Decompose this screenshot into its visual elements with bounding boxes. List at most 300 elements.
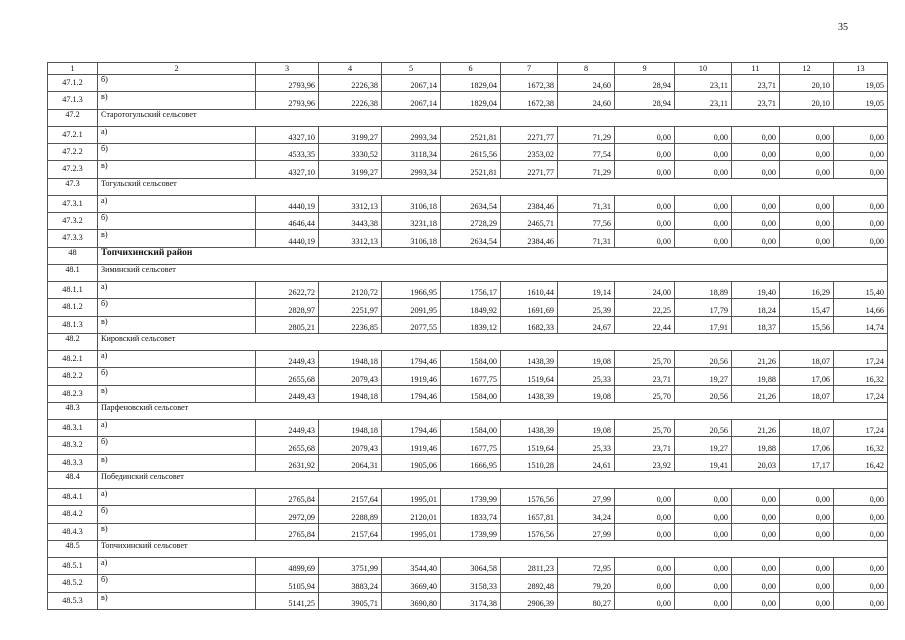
value-cell: 18,37 [732, 316, 780, 333]
value-cell: 23,71 [732, 75, 780, 92]
section-code: 48.2 [48, 333, 98, 350]
row-code: 48.5.1 [48, 558, 98, 575]
row-code: 48.3.1 [48, 420, 98, 437]
value-cell: 2157,64 [319, 523, 382, 540]
value-cell: 1794,46 [382, 385, 441, 402]
value-cell: 0,00 [732, 575, 780, 592]
value-cell: 2631,92 [256, 454, 319, 471]
table-row [48, 230, 888, 247]
value-cell: 2067,14 [382, 92, 441, 109]
table-row [48, 316, 888, 333]
value-cell: 1739,99 [441, 523, 501, 540]
row-code: 48.1.3 [48, 316, 98, 333]
section-code: 48.5 [48, 540, 98, 557]
value-cell: 2521,81 [441, 126, 501, 143]
value-cell: 3883,24 [319, 575, 382, 592]
value-cell: 15,56 [780, 316, 834, 333]
row-label: в) [98, 523, 256, 540]
value-cell: 77,54 [558, 144, 615, 161]
district-code: 48 [48, 247, 98, 264]
column-number: 6 [441, 63, 501, 75]
value-cell: 2449,43 [256, 420, 319, 437]
value-cell: 4327,10 [256, 161, 319, 178]
value-cell: 15,47 [780, 299, 834, 316]
value-cell: 0,00 [780, 558, 834, 575]
row-label: в) [98, 592, 256, 609]
value-cell: 2972,09 [256, 506, 319, 523]
value-cell: 1438,39 [501, 385, 558, 402]
value-cell: 4899,69 [256, 558, 319, 575]
value-cell: 2064,31 [319, 454, 382, 471]
value-cell: 19,88 [732, 368, 780, 385]
value-cell: 5105,94 [256, 575, 319, 592]
value-cell: 1948,18 [319, 420, 382, 437]
district-title: Топчихинский район [98, 247, 888, 264]
value-cell: 23,11 [675, 92, 732, 109]
value-cell: 20,03 [732, 454, 780, 471]
row-label: а) [98, 195, 256, 212]
row-label: б) [98, 75, 256, 92]
value-cell: 19,05 [834, 75, 888, 92]
value-cell: 27,99 [558, 489, 615, 506]
value-cell: 25,70 [615, 385, 675, 402]
value-cell: 2793,96 [256, 92, 319, 109]
value-cell: 17,17 [780, 454, 834, 471]
value-cell: 2271,77 [501, 126, 558, 143]
value-cell: 2892,48 [501, 575, 558, 592]
value-cell: 0,00 [834, 126, 888, 143]
row-label: в) [98, 316, 256, 333]
value-cell: 0,00 [675, 558, 732, 575]
value-cell: 1666,95 [441, 454, 501, 471]
value-cell: 24,67 [558, 316, 615, 333]
value-cell: 2615,56 [441, 144, 501, 161]
row-code: 48.5.2 [48, 575, 98, 592]
value-cell: 0,00 [834, 489, 888, 506]
value-cell: 72,95 [558, 558, 615, 575]
section-row [48, 264, 888, 281]
value-cell: 0,00 [780, 575, 834, 592]
row-code: 47.2.3 [48, 161, 98, 178]
value-cell: 1829,04 [441, 92, 501, 109]
value-cell: 0,00 [780, 230, 834, 247]
row-label: б) [98, 368, 256, 385]
row-code: 48.4.3 [48, 523, 98, 540]
section-title: Топчихинский сельсовет [98, 540, 888, 557]
value-cell: 21,26 [732, 385, 780, 402]
value-cell: 71,29 [558, 161, 615, 178]
value-cell: 2622,72 [256, 282, 319, 299]
value-cell: 20,56 [675, 351, 732, 368]
table-row [48, 506, 888, 523]
section-title: Зиминский сельсовет [98, 264, 888, 281]
value-cell: 1905,06 [382, 454, 441, 471]
value-cell: 79,20 [558, 575, 615, 592]
section-title: Тогульский сельсовет [98, 178, 888, 195]
value-cell: 0,00 [834, 161, 888, 178]
value-cell: 23,71 [615, 437, 675, 454]
column-number-row [48, 63, 888, 75]
value-cell: 14,66 [834, 299, 888, 316]
value-cell: 0,00 [732, 213, 780, 230]
value-cell: 20,56 [675, 420, 732, 437]
value-cell: 0,00 [732, 126, 780, 143]
value-cell: 2828,97 [256, 299, 319, 316]
value-cell: 3330,52 [319, 144, 382, 161]
value-cell: 0,00 [675, 126, 732, 143]
value-cell: 20,10 [780, 75, 834, 92]
table-row [48, 454, 888, 471]
column-number: 3 [256, 63, 319, 75]
value-cell: 0,00 [834, 558, 888, 575]
value-cell: 17,79 [675, 299, 732, 316]
value-cell: 28,94 [615, 92, 675, 109]
row-label: б) [98, 437, 256, 454]
value-cell: 1610,44 [501, 282, 558, 299]
row-label: а) [98, 489, 256, 506]
value-cell: 2634,54 [441, 195, 501, 212]
value-cell: 0,00 [780, 195, 834, 212]
value-cell: 19,05 [834, 92, 888, 109]
table-row [48, 575, 888, 592]
value-cell: 3544,40 [382, 558, 441, 575]
value-cell: 80,27 [558, 592, 615, 609]
value-cell: 4440,19 [256, 195, 319, 212]
value-cell: 0,00 [675, 523, 732, 540]
value-cell: 0,00 [615, 592, 675, 609]
value-cell: 2449,43 [256, 351, 319, 368]
value-cell: 0,00 [834, 144, 888, 161]
row-label: б) [98, 575, 256, 592]
value-cell: 2728,29 [441, 213, 501, 230]
table-row [48, 437, 888, 454]
value-cell: 0,00 [615, 144, 675, 161]
value-cell: 2236,85 [319, 316, 382, 333]
table-row [48, 368, 888, 385]
value-cell: 1519,64 [501, 437, 558, 454]
value-cell: 1756,17 [441, 282, 501, 299]
table-row [48, 523, 888, 540]
row-label: а) [98, 420, 256, 437]
column-number: 4 [319, 63, 382, 75]
row-label: в) [98, 230, 256, 247]
value-cell: 0,00 [780, 126, 834, 143]
value-cell: 34,24 [558, 506, 615, 523]
row-code: 48.4.1 [48, 489, 98, 506]
value-cell: 2091,95 [382, 299, 441, 316]
value-cell: 1519,64 [501, 368, 558, 385]
value-cell: 2384,46 [501, 195, 558, 212]
value-cell: 16,42 [834, 454, 888, 471]
value-cell: 1919,46 [382, 437, 441, 454]
value-cell: 1677,75 [441, 437, 501, 454]
value-cell: 3118,34 [382, 144, 441, 161]
value-cell: 0,00 [780, 213, 834, 230]
value-cell: 1438,39 [501, 351, 558, 368]
value-cell: 0,00 [732, 523, 780, 540]
row-label: а) [98, 282, 256, 299]
value-cell: 19,88 [732, 437, 780, 454]
section-title: Побединский сельсовет [98, 471, 888, 488]
value-cell: 3751,99 [319, 558, 382, 575]
value-cell: 23,71 [732, 92, 780, 109]
value-cell: 2655,68 [256, 437, 319, 454]
value-cell: 0,00 [615, 506, 675, 523]
column-number: 12 [780, 63, 834, 75]
value-cell: 3106,18 [382, 195, 441, 212]
row-label: а) [98, 351, 256, 368]
value-cell: 2449,43 [256, 385, 319, 402]
value-cell: 2465,71 [501, 213, 558, 230]
value-cell: 2251,97 [319, 299, 382, 316]
value-cell: 3199,27 [319, 161, 382, 178]
value-cell: 0,00 [780, 144, 834, 161]
value-cell: 23,11 [675, 75, 732, 92]
value-cell: 2993,34 [382, 126, 441, 143]
value-cell: 0,00 [615, 213, 675, 230]
row-label: б) [98, 213, 256, 230]
row-code: 48.2.1 [48, 351, 98, 368]
table-row [48, 420, 888, 437]
row-code: 48.2.3 [48, 385, 98, 402]
value-cell: 18,07 [780, 385, 834, 402]
value-cell: 0,00 [675, 575, 732, 592]
value-cell: 3905,71 [319, 592, 382, 609]
value-cell: 3312,13 [319, 195, 382, 212]
value-cell: 22,25 [615, 299, 675, 316]
value-cell: 2521,81 [441, 161, 501, 178]
value-cell: 1849,92 [441, 299, 501, 316]
value-cell: 24,61 [558, 454, 615, 471]
column-number: 5 [382, 63, 441, 75]
table-row [48, 282, 888, 299]
column-number: 1 [48, 63, 98, 75]
value-cell: 2079,43 [319, 437, 382, 454]
value-cell: 0,00 [615, 523, 675, 540]
row-code: 47.1.3 [48, 92, 98, 109]
value-cell: 1576,56 [501, 523, 558, 540]
value-cell: 16,32 [834, 368, 888, 385]
row-label: б) [98, 144, 256, 161]
row-code: 48.2.2 [48, 368, 98, 385]
value-cell: 3312,13 [319, 230, 382, 247]
section-code: 48.1 [48, 264, 98, 281]
table-row [48, 126, 888, 143]
value-cell: 21,26 [732, 351, 780, 368]
row-code: 47.3.3 [48, 230, 98, 247]
value-cell: 0,00 [675, 213, 732, 230]
value-cell: 0,00 [732, 489, 780, 506]
value-cell: 16,32 [834, 437, 888, 454]
row-label: б) [98, 299, 256, 316]
row-label: б) [98, 506, 256, 523]
value-cell: 0,00 [615, 126, 675, 143]
value-cell: 2120,01 [382, 506, 441, 523]
value-cell: 0,00 [615, 161, 675, 178]
table-row [48, 351, 888, 368]
value-cell: 1919,46 [382, 368, 441, 385]
section-row [48, 402, 888, 419]
value-cell: 25,33 [558, 437, 615, 454]
value-cell: 23,92 [615, 454, 675, 471]
value-cell: 1739,99 [441, 489, 501, 506]
value-cell: 3158,33 [441, 575, 501, 592]
value-cell: 77,56 [558, 213, 615, 230]
row-code: 47.3.2 [48, 213, 98, 230]
row-code: 47.2.1 [48, 126, 98, 143]
value-cell: 0,00 [732, 230, 780, 247]
value-cell: 25,39 [558, 299, 615, 316]
value-cell: 1677,75 [441, 368, 501, 385]
row-code: 48.1.2 [48, 299, 98, 316]
section-title: Парфеновский сельсовет [98, 402, 888, 419]
row-code: 48.5.3 [48, 592, 98, 609]
value-cell: 19,27 [675, 437, 732, 454]
value-cell: 0,00 [732, 592, 780, 609]
value-cell: 25,70 [615, 351, 675, 368]
value-cell: 24,60 [558, 92, 615, 109]
value-cell: 0,00 [780, 506, 834, 523]
row-label: в) [98, 161, 256, 178]
value-cell: 0,00 [834, 523, 888, 540]
row-code: 48.1.1 [48, 282, 98, 299]
value-cell: 19,08 [558, 351, 615, 368]
value-cell: 24,00 [615, 282, 675, 299]
section-row [48, 471, 888, 488]
value-cell: 0,00 [675, 195, 732, 212]
value-cell: 71,31 [558, 195, 615, 212]
section-row [48, 109, 888, 126]
row-code: 48.3.2 [48, 437, 98, 454]
value-cell: 2226,38 [319, 75, 382, 92]
table-row [48, 144, 888, 161]
value-cell: 2079,43 [319, 368, 382, 385]
row-label: а) [98, 558, 256, 575]
column-number: 2 [98, 63, 256, 75]
value-cell: 0,00 [834, 213, 888, 230]
value-cell: 1948,18 [319, 351, 382, 368]
table-row [48, 592, 888, 609]
column-number: 13 [834, 63, 888, 75]
value-cell: 0,00 [675, 144, 732, 161]
row-label: в) [98, 454, 256, 471]
value-cell: 0,00 [615, 558, 675, 575]
value-cell: 18,24 [732, 299, 780, 316]
value-cell: 2906,39 [501, 592, 558, 609]
section-code: 48.4 [48, 471, 98, 488]
value-cell: 2384,46 [501, 230, 558, 247]
value-cell: 17,24 [834, 420, 888, 437]
value-cell: 3064,58 [441, 558, 501, 575]
value-cell: 19,08 [558, 385, 615, 402]
value-cell: 25,33 [558, 368, 615, 385]
value-cell: 19,27 [675, 368, 732, 385]
value-cell: 1672,38 [501, 75, 558, 92]
value-cell: 2805,21 [256, 316, 319, 333]
value-cell: 3199,27 [319, 126, 382, 143]
section-row [48, 333, 888, 350]
value-cell: 17,24 [834, 385, 888, 402]
value-cell: 1438,39 [501, 420, 558, 437]
value-cell: 4440,19 [256, 230, 319, 247]
value-cell: 17,91 [675, 316, 732, 333]
table-body [48, 75, 888, 610]
value-cell: 5141,25 [256, 592, 319, 609]
value-cell: 0,00 [780, 592, 834, 609]
value-cell: 2793,96 [256, 75, 319, 92]
value-cell: 0,00 [732, 161, 780, 178]
row-label: а) [98, 126, 256, 143]
value-cell: 2077,55 [382, 316, 441, 333]
value-cell: 3669,40 [382, 575, 441, 592]
value-cell: 2226,38 [319, 92, 382, 109]
value-cell: 19,40 [732, 282, 780, 299]
value-cell: 4533,35 [256, 144, 319, 161]
value-cell: 0,00 [834, 592, 888, 609]
section-title: Кировский сельсовет [98, 333, 888, 350]
value-cell: 2811,23 [501, 558, 558, 575]
table-row [48, 299, 888, 316]
value-cell: 16,29 [780, 282, 834, 299]
column-number: 11 [732, 63, 780, 75]
value-cell: 2353,02 [501, 144, 558, 161]
value-cell: 19,14 [558, 282, 615, 299]
value-cell: 21,26 [732, 420, 780, 437]
value-cell: 2634,54 [441, 230, 501, 247]
row-code: 47.3.1 [48, 195, 98, 212]
section-code: 47.2 [48, 109, 98, 126]
column-number: 9 [615, 63, 675, 75]
column-number: 10 [675, 63, 732, 75]
value-cell: 2271,77 [501, 161, 558, 178]
value-cell: 14,74 [834, 316, 888, 333]
value-cell: 1657,81 [501, 506, 558, 523]
value-cell: 28,94 [615, 75, 675, 92]
value-cell: 0,00 [834, 195, 888, 212]
value-cell: 2288,89 [319, 506, 382, 523]
value-cell: 23,71 [615, 368, 675, 385]
value-cell: 0,00 [834, 506, 888, 523]
section-code: 47.3 [48, 178, 98, 195]
value-cell: 27,99 [558, 523, 615, 540]
table-row [48, 75, 888, 92]
row-code: 48.3.3 [48, 454, 98, 471]
value-cell: 4646,44 [256, 213, 319, 230]
value-cell: 0,00 [675, 161, 732, 178]
value-cell: 2993,34 [382, 161, 441, 178]
value-cell: 15,40 [834, 282, 888, 299]
value-cell: 71,31 [558, 230, 615, 247]
value-cell: 0,00 [615, 575, 675, 592]
table-row [48, 213, 888, 230]
row-code: 48.4.2 [48, 506, 98, 523]
value-cell: 0,00 [732, 144, 780, 161]
value-cell: 0,00 [615, 489, 675, 506]
value-cell: 1584,00 [441, 351, 501, 368]
value-cell: 0,00 [615, 195, 675, 212]
value-cell: 1584,00 [441, 420, 501, 437]
value-cell: 24,60 [558, 75, 615, 92]
value-cell: 18,07 [780, 351, 834, 368]
value-cell: 0,00 [675, 592, 732, 609]
column-number: 7 [501, 63, 558, 75]
value-cell: 0,00 [780, 489, 834, 506]
column-number: 8 [558, 63, 615, 75]
value-cell: 1576,56 [501, 489, 558, 506]
value-cell: 4327,10 [256, 126, 319, 143]
value-cell: 1829,04 [441, 75, 501, 92]
value-cell: 1839,12 [441, 316, 501, 333]
